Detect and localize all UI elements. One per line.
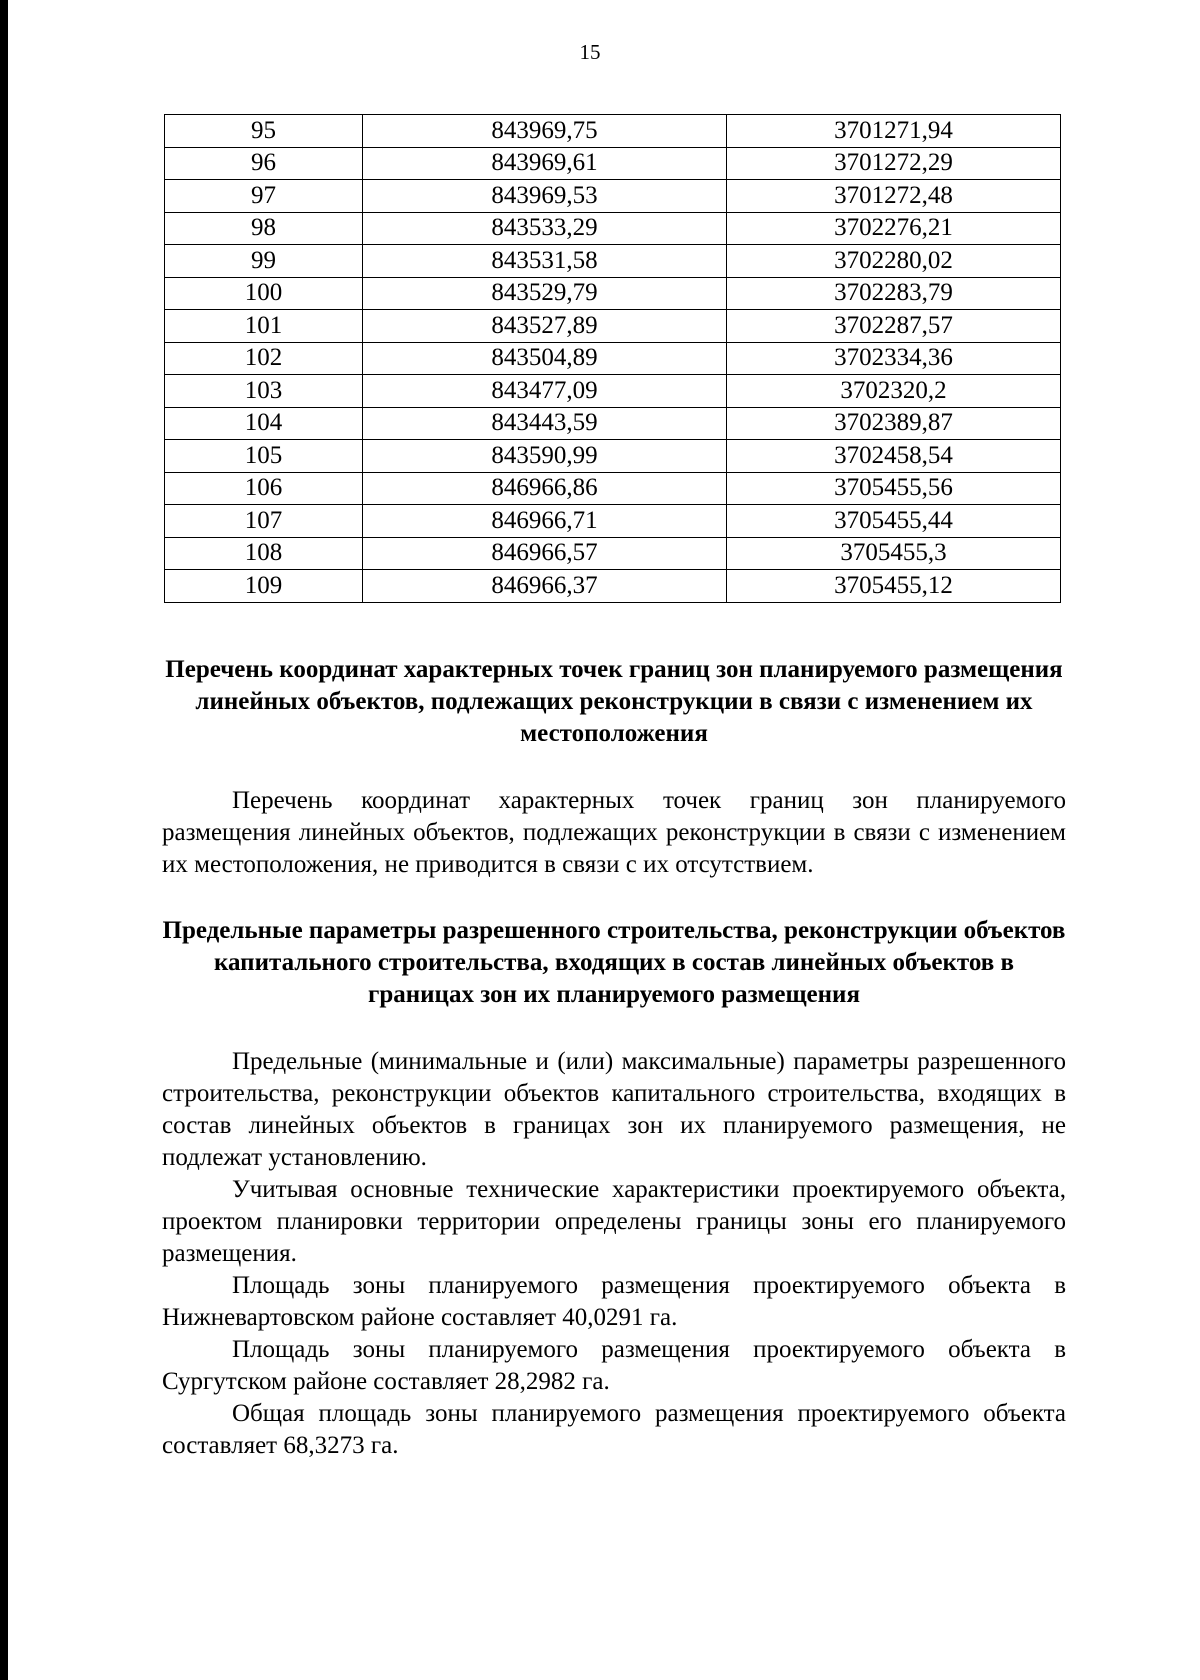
table-row	[165, 245, 1061, 278]
table-row	[165, 147, 1061, 180]
section-limit-parameters	[162, 915, 1066, 1011]
paragraph: Предельные (минимальные и (или) максимальные) параметры разрешенного строительства, реконструкции объектов капитального строительства, входящих в состав линейных объектов в границах зон их планируемого размещения, не подлежат установлению.	[162, 1048, 1066, 1171]
point-number-cell: 108	[165, 537, 363, 570]
y-coordinate-cell: 3705455,56	[727, 472, 1061, 505]
section-coordinates-note	[162, 785, 1066, 881]
x-coordinate-cell: 843477,09	[363, 375, 727, 408]
y-coordinate-cell: 3702283,79	[727, 277, 1061, 310]
x-coordinate-cell: 843533,29	[363, 212, 727, 245]
y-coordinate-cell: 3702334,36	[727, 342, 1061, 375]
x-coordinate-cell: 843969,61	[363, 147, 727, 180]
y-coordinate-cell: 3705455,44	[727, 505, 1061, 538]
table-row	[165, 505, 1061, 538]
point-number-cell: 101	[165, 310, 363, 343]
table-row	[165, 472, 1061, 505]
table-row	[165, 440, 1061, 473]
y-coordinate-cell: 3701271,94	[727, 115, 1061, 148]
point-number-cell: 96	[165, 147, 363, 180]
x-coordinate-cell: 843504,89	[363, 342, 727, 375]
page-number: 15	[579, 40, 601, 64]
y-coordinate-cell: 3702287,57	[727, 310, 1061, 343]
table-row	[165, 310, 1061, 343]
table-row	[165, 180, 1061, 213]
table-row	[165, 212, 1061, 245]
point-number-cell: 97	[165, 180, 363, 213]
coordinates-table-body	[165, 115, 1061, 603]
y-coordinate-cell: 3701272,48	[727, 180, 1061, 213]
x-coordinate-cell: 843529,79	[363, 277, 727, 310]
x-coordinate-cell: 843969,53	[363, 180, 727, 213]
table-row	[165, 277, 1061, 310]
table-row	[165, 375, 1061, 408]
table-row	[165, 115, 1061, 148]
section-limit-parameters-body	[162, 1046, 1066, 1462]
paragraph: Учитывая основные технические характеристики проектируемого объекта, проектом планировки территории определены границы зоны его планируемого размещения.	[162, 1176, 1066, 1267]
coordinates-table	[164, 114, 1061, 603]
point-number-cell: 98	[165, 212, 363, 245]
scan-edge	[0, 0, 8, 1680]
y-coordinate-cell: 3702458,54	[727, 440, 1061, 473]
point-number-cell: 106	[165, 472, 363, 505]
paragraph: Перечень координат характерных точек границ зон планируемого размещения линейных объектов, подлежащих реконструкции в связи с изменением их местоположения, не приводится в связи с их отсутствием.	[162, 787, 1066, 878]
section-heading: Предельные параметры разрешенного строительства, реконструкции объектов капитального строительства, входящих в состав линейных объектов в границах зон их планируемого размещения	[162, 917, 1066, 1008]
point-number-cell: 109	[165, 570, 363, 603]
section-heading: Перечень координат характерных точек границ зон планируемого размещения линейных объектов, подлежащих реконструкции в связи с изменением их местоположения	[165, 656, 1063, 747]
paragraph: Площадь зоны планируемого размещения проектируемого объекта в Нижневартовском районе составляет 40,0291 га.	[162, 1272, 1066, 1331]
y-coordinate-cell: 3702320,2	[727, 375, 1061, 408]
point-number-cell: 107	[165, 505, 363, 538]
paragraph: Площадь зоны планируемого размещения проектируемого объекта в Сургутском районе составляет 28,2982 га.	[162, 1336, 1066, 1395]
point-number-cell: 103	[165, 375, 363, 408]
x-coordinate-cell: 843969,75	[363, 115, 727, 148]
x-coordinate-cell: 843443,59	[363, 407, 727, 440]
table-row	[165, 342, 1061, 375]
y-coordinate-cell: 3702280,02	[727, 245, 1061, 278]
table-row	[165, 570, 1061, 603]
x-coordinate-cell: 843527,89	[363, 310, 727, 343]
point-number-cell: 102	[165, 342, 363, 375]
point-number-cell: 99	[165, 245, 363, 278]
y-coordinate-cell: 3702389,87	[727, 407, 1061, 440]
y-coordinate-cell: 3705455,3	[727, 537, 1061, 570]
point-number-cell: 105	[165, 440, 363, 473]
x-coordinate-cell: 846966,37	[363, 570, 727, 603]
y-coordinate-cell: 3701272,29	[727, 147, 1061, 180]
point-number-cell: 95	[165, 115, 363, 148]
x-coordinate-cell: 843531,58	[363, 245, 727, 278]
table-row	[165, 537, 1061, 570]
x-coordinate-cell: 846966,57	[363, 537, 727, 570]
section-coordinates-reconstruction	[162, 654, 1066, 750]
table-row	[165, 407, 1061, 440]
point-number-cell: 104	[165, 407, 363, 440]
x-coordinate-cell: 843590,99	[363, 440, 727, 473]
y-coordinate-cell: 3705455,12	[727, 570, 1061, 603]
point-number-cell: 100	[165, 277, 363, 310]
y-coordinate-cell: 3702276,21	[727, 212, 1061, 245]
x-coordinate-cell: 846966,86	[363, 472, 727, 505]
paragraph: Общая площадь зоны планируемого размещения проектируемого объекта составляет 68,3273 га.	[162, 1400, 1066, 1459]
x-coordinate-cell: 846966,71	[363, 505, 727, 538]
